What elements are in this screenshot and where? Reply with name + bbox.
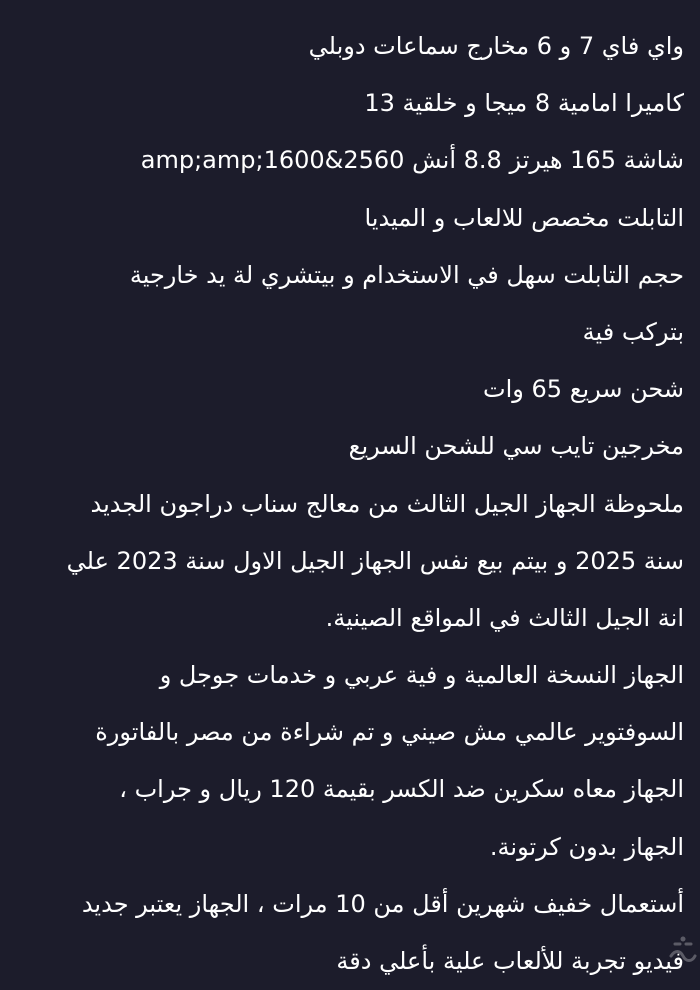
description-line-11: انة الجيل الثالث في المواقع الصينية. [325,603,684,632]
description-line-1: واي فاي 7 و 6 مخارج سماعات دوبلي [308,32,684,60]
description-line-10: سنة 2025 و بيتم بيع نفس الجهاز الجيل الاول سنة 2023 علي [66,546,684,575]
description-line-7: شحن سريع 65 وات [483,375,684,404]
description-line-3: شاشة 165 هيرتز 8.8 أنش amp;amp;1600&2560 [140,146,684,175]
description-line-4: التابلت مخصص للالعاب و الميديا [364,203,684,232]
description-line-9: ملحوظة الجهاز الجيل الثالث من معالج سناب دراجون الجديد [90,489,684,518]
description-line-16: أستعمال خفيف شهرين أقل من 10 مرات ، الجهاز يعتبر جديد [81,889,684,918]
haraj-logo-icon [668,932,698,968]
listing-description-text [16,18,684,990]
description-line-6: بتركب فية [582,317,684,346]
description-line-15: الجهاز بدون كرتونة. [489,832,684,861]
description-line-12: الجهاز النسخة العالمية و فية عربي و خدمات جوجل و [159,661,684,690]
description-line-17: فيديو تجربة للألعاب علية بأعلي دقة [336,947,684,975]
description-line-14: الجهاز معاه سكرين ضد الكسر بقيمة 120 ريال و جراب ، [119,775,684,804]
description-line-8: مخرجين تايب سي للشحن السريع [348,432,684,461]
description-line-5: حجم التابلت سهل في الاستخدام و بيتشري لة يد خارجية [129,260,684,289]
description-line-2: كاميرا امامية 8 ميجا و خلقية 13 [364,89,684,118]
description-line-13: السوفتوير عالمي مش صيني و تم شراءة من مصر بالفاتورة [95,718,684,747]
